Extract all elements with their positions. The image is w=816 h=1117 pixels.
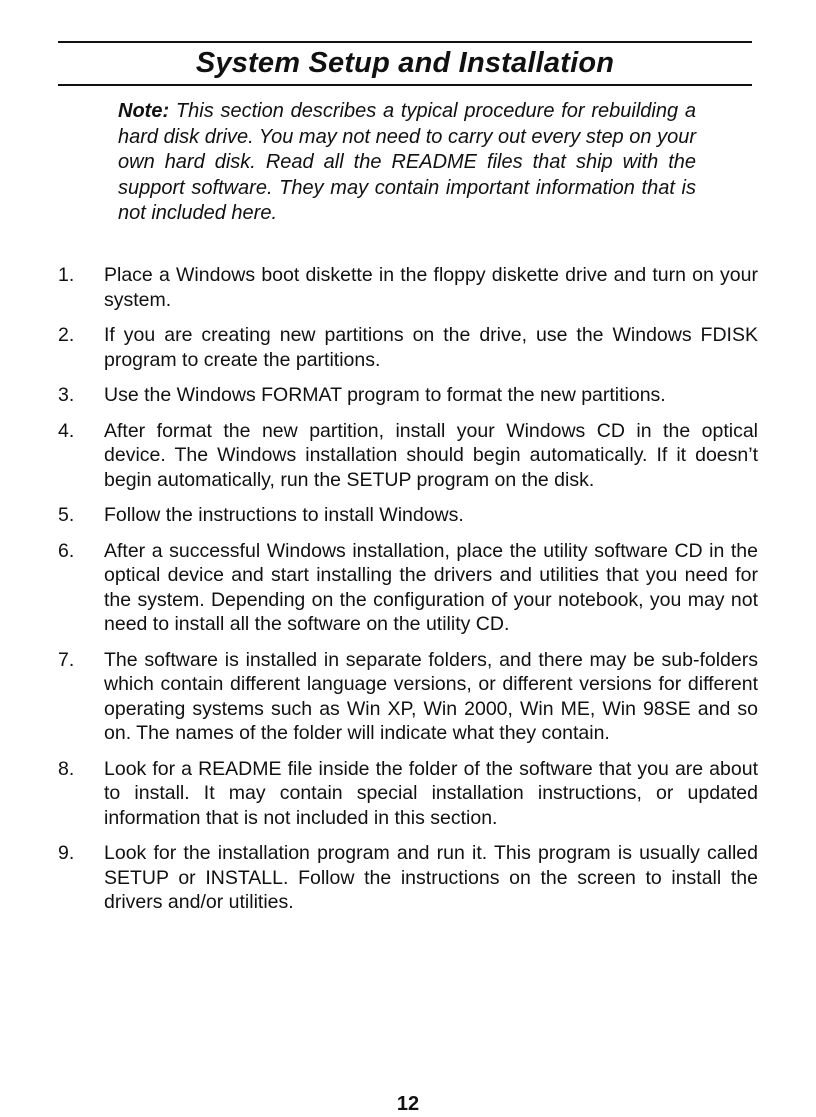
step-text: Place a Windows boot diskette in the floppy diskette drive and turn on your system. <box>104 264 758 311</box>
step-number: 3. <box>58 384 75 406</box>
step-number: 5. <box>58 504 75 526</box>
step-number: 6. <box>58 539 75 562</box>
step-item <box>58 841 758 915</box>
page-number: 12 <box>396 1093 420 1115</box>
step-item <box>58 757 758 831</box>
step-number: 8. <box>58 757 75 780</box>
step-item <box>58 323 758 372</box>
installation-steps <box>58 263 758 926</box>
step-text: If you are creating new partitions on the drive, use the Windows FDISK program to create the partitions. <box>104 324 758 371</box>
step-text: Follow the instructions to install Windows. <box>104 504 464 526</box>
step-number: 1. <box>58 264 75 286</box>
step-text: After a successful Windows installation, place the utility software CD in the optical device and start installing the drivers and utilities that you need for the system. Depending on the configuration of your notebook, you may not need to install all the software on the utility CD. <box>104 539 758 635</box>
step-number: 7. <box>58 648 75 671</box>
step-item <box>58 503 758 528</box>
step-item <box>58 648 758 746</box>
step-text: Look for the installation program and run it. This program is usually called SETUP or INSTALL. Follow the instructions on the screen to install the drivers and/or utilities. <box>104 842 758 913</box>
step-text: Use the Windows FORMAT program to format the new partitions. <box>104 384 666 406</box>
step-item <box>58 263 758 312</box>
note-text: This section describes a typical procedure for rebuilding a hard disk drive. You may not need to carry out every step on your own hard disk. Read all the README files that ship with the support software. They may contain important information that is not included here. <box>118 100 697 224</box>
note-block <box>118 99 696 227</box>
page-title: System Setup and Installation <box>195 47 615 79</box>
step-text: The software is installed in separate folders, and there may be sub-folders which contain different language versions, or different versions for different operating systems such as Win XP, Win 2000, Win ME, Win 98SE and so on. The names of the folder will indicate what they contain. <box>104 648 758 744</box>
title-rule-top <box>58 41 752 43</box>
step-text: After format the new partition, install your Windows CD in the optical device. The Windows installation should begin automatically. If it doesn’t begin automatically, run the SETUP program on the disk. <box>104 419 758 491</box>
title-rule-bottom <box>58 84 752 86</box>
note-label: Note: <box>118 100 170 122</box>
step-item <box>58 383 758 408</box>
step-text: Look for a README file inside the folder of the software that you are about to install. It may contain special installation instructions, or updated information that is not included in this section. <box>104 757 758 829</box>
step-number: 4. <box>58 419 75 442</box>
step-number: 2. <box>58 324 75 346</box>
step-number: 9. <box>58 842 75 864</box>
step-item <box>58 419 758 493</box>
step-item <box>58 539 758 637</box>
